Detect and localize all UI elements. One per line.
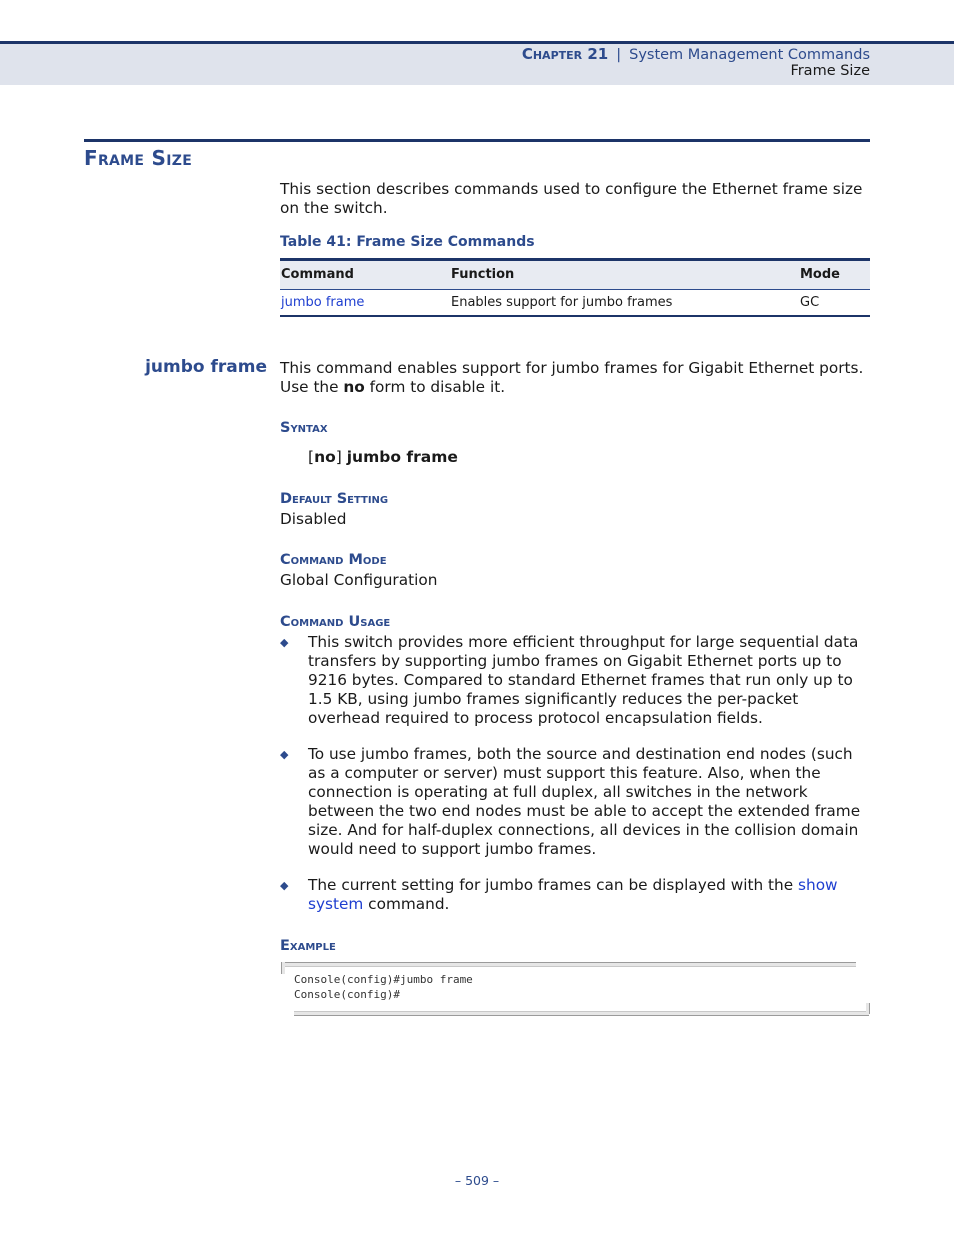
syntax-bracket-open: [ <box>308 448 315 466</box>
section-intro: This section describes commands used to configure the Ethernet frame size on the switch. <box>280 180 863 217</box>
command-description-no: no <box>343 378 365 396</box>
command-description-end: form to disable it. <box>364 378 506 396</box>
syntax-line <box>308 448 708 467</box>
syntax-no: no <box>314 448 336 466</box>
command-title: jumbo frame <box>145 357 267 377</box>
header-separator: | <box>616 47 622 63</box>
command-mode-value: Global Configuration <box>280 571 438 589</box>
commands-table <box>280 258 870 317</box>
header-chapter-label: Chapter 21 <box>521 45 609 63</box>
header-chapter-title: System Management Commands <box>629 47 870 63</box>
bullet-diamond-icon: ◆ <box>280 879 289 892</box>
section-title: Frame Size <box>84 146 193 170</box>
syntax-command: jumbo frame <box>346 448 458 466</box>
table-caption: Table 41: Frame Size Commands <box>280 234 535 250</box>
table-cell-function: Enables support for jumbo frames <box>451 295 673 310</box>
code-box-left-border <box>281 962 285 974</box>
page-header-rule <box>0 41 954 44</box>
section-rule <box>84 139 870 142</box>
usage-item-text: To use jumbo frames, both the source and destination end nodes (such as a computer or server) must support this feature. Also, when the connection is operating at full duplex, all switches in the network between the two end nodes must be able to accept the extended frame size. And for half-duplex connections, all devices in the collision domain would need to support jumbo frames. <box>308 745 861 858</box>
usage-item-text <box>308 876 870 914</box>
table-cell-mode: GC <box>800 295 820 310</box>
code-box-right-border <box>866 1003 870 1014</box>
bullet-diamond-icon: ◆ <box>280 636 289 649</box>
syntax-bracket-close: ] <box>335 448 347 466</box>
usage-item-text-start: The current setting for jumbo frames can be displayed with the <box>308 876 799 894</box>
show-system-link[interactable]: show system <box>308 876 838 913</box>
code-line: Console(config)# <box>294 988 400 1001</box>
command-mode-heading: Command Mode <box>280 552 387 568</box>
header-section-name: Frame Size <box>790 63 870 79</box>
usage-item-text-end: command. <box>363 895 450 913</box>
table-header-command: Command <box>281 267 354 282</box>
code-line: Console(config)#jumbo frame <box>294 973 473 986</box>
table-header-function: Function <box>451 267 515 282</box>
header-chapter-line <box>522 45 870 63</box>
command-usage-heading: Command Usage <box>280 614 391 630</box>
code-example-box <box>281 962 869 1018</box>
command-description <box>280 359 870 397</box>
code-box-bottom-border <box>294 1011 869 1016</box>
page-number: – 509 – <box>454 1173 500 1188</box>
bullet-diamond-icon: ◆ <box>280 748 289 761</box>
example-heading: Example <box>280 938 336 954</box>
table-header-mode: Mode <box>800 267 840 282</box>
table-header-row <box>280 261 870 290</box>
code-box-top-border <box>281 962 856 967</box>
default-setting-value: Disabled <box>280 510 347 528</box>
syntax-heading: Syntax <box>280 420 328 436</box>
command-description-text: This command enables support for jumbo frames for Gigabit Ethernet ports. Use the <box>280 359 864 396</box>
default-setting-heading: Default Setting <box>280 491 389 507</box>
table-cell-command-link[interactable]: jumbo frame <box>281 295 365 310</box>
table-row <box>280 290 870 317</box>
usage-item-text: This switch provides more efficient throughput for large sequential data transfers by supporting jumbo frames on Gigabit Ethernet ports up to 9216 bytes. Compared to standard Ethernet frames that run only up to 1.5 KB, using jumbo frames significantly reduces the per-packet overhead required to process protocol encapsulation fields. <box>308 633 859 727</box>
